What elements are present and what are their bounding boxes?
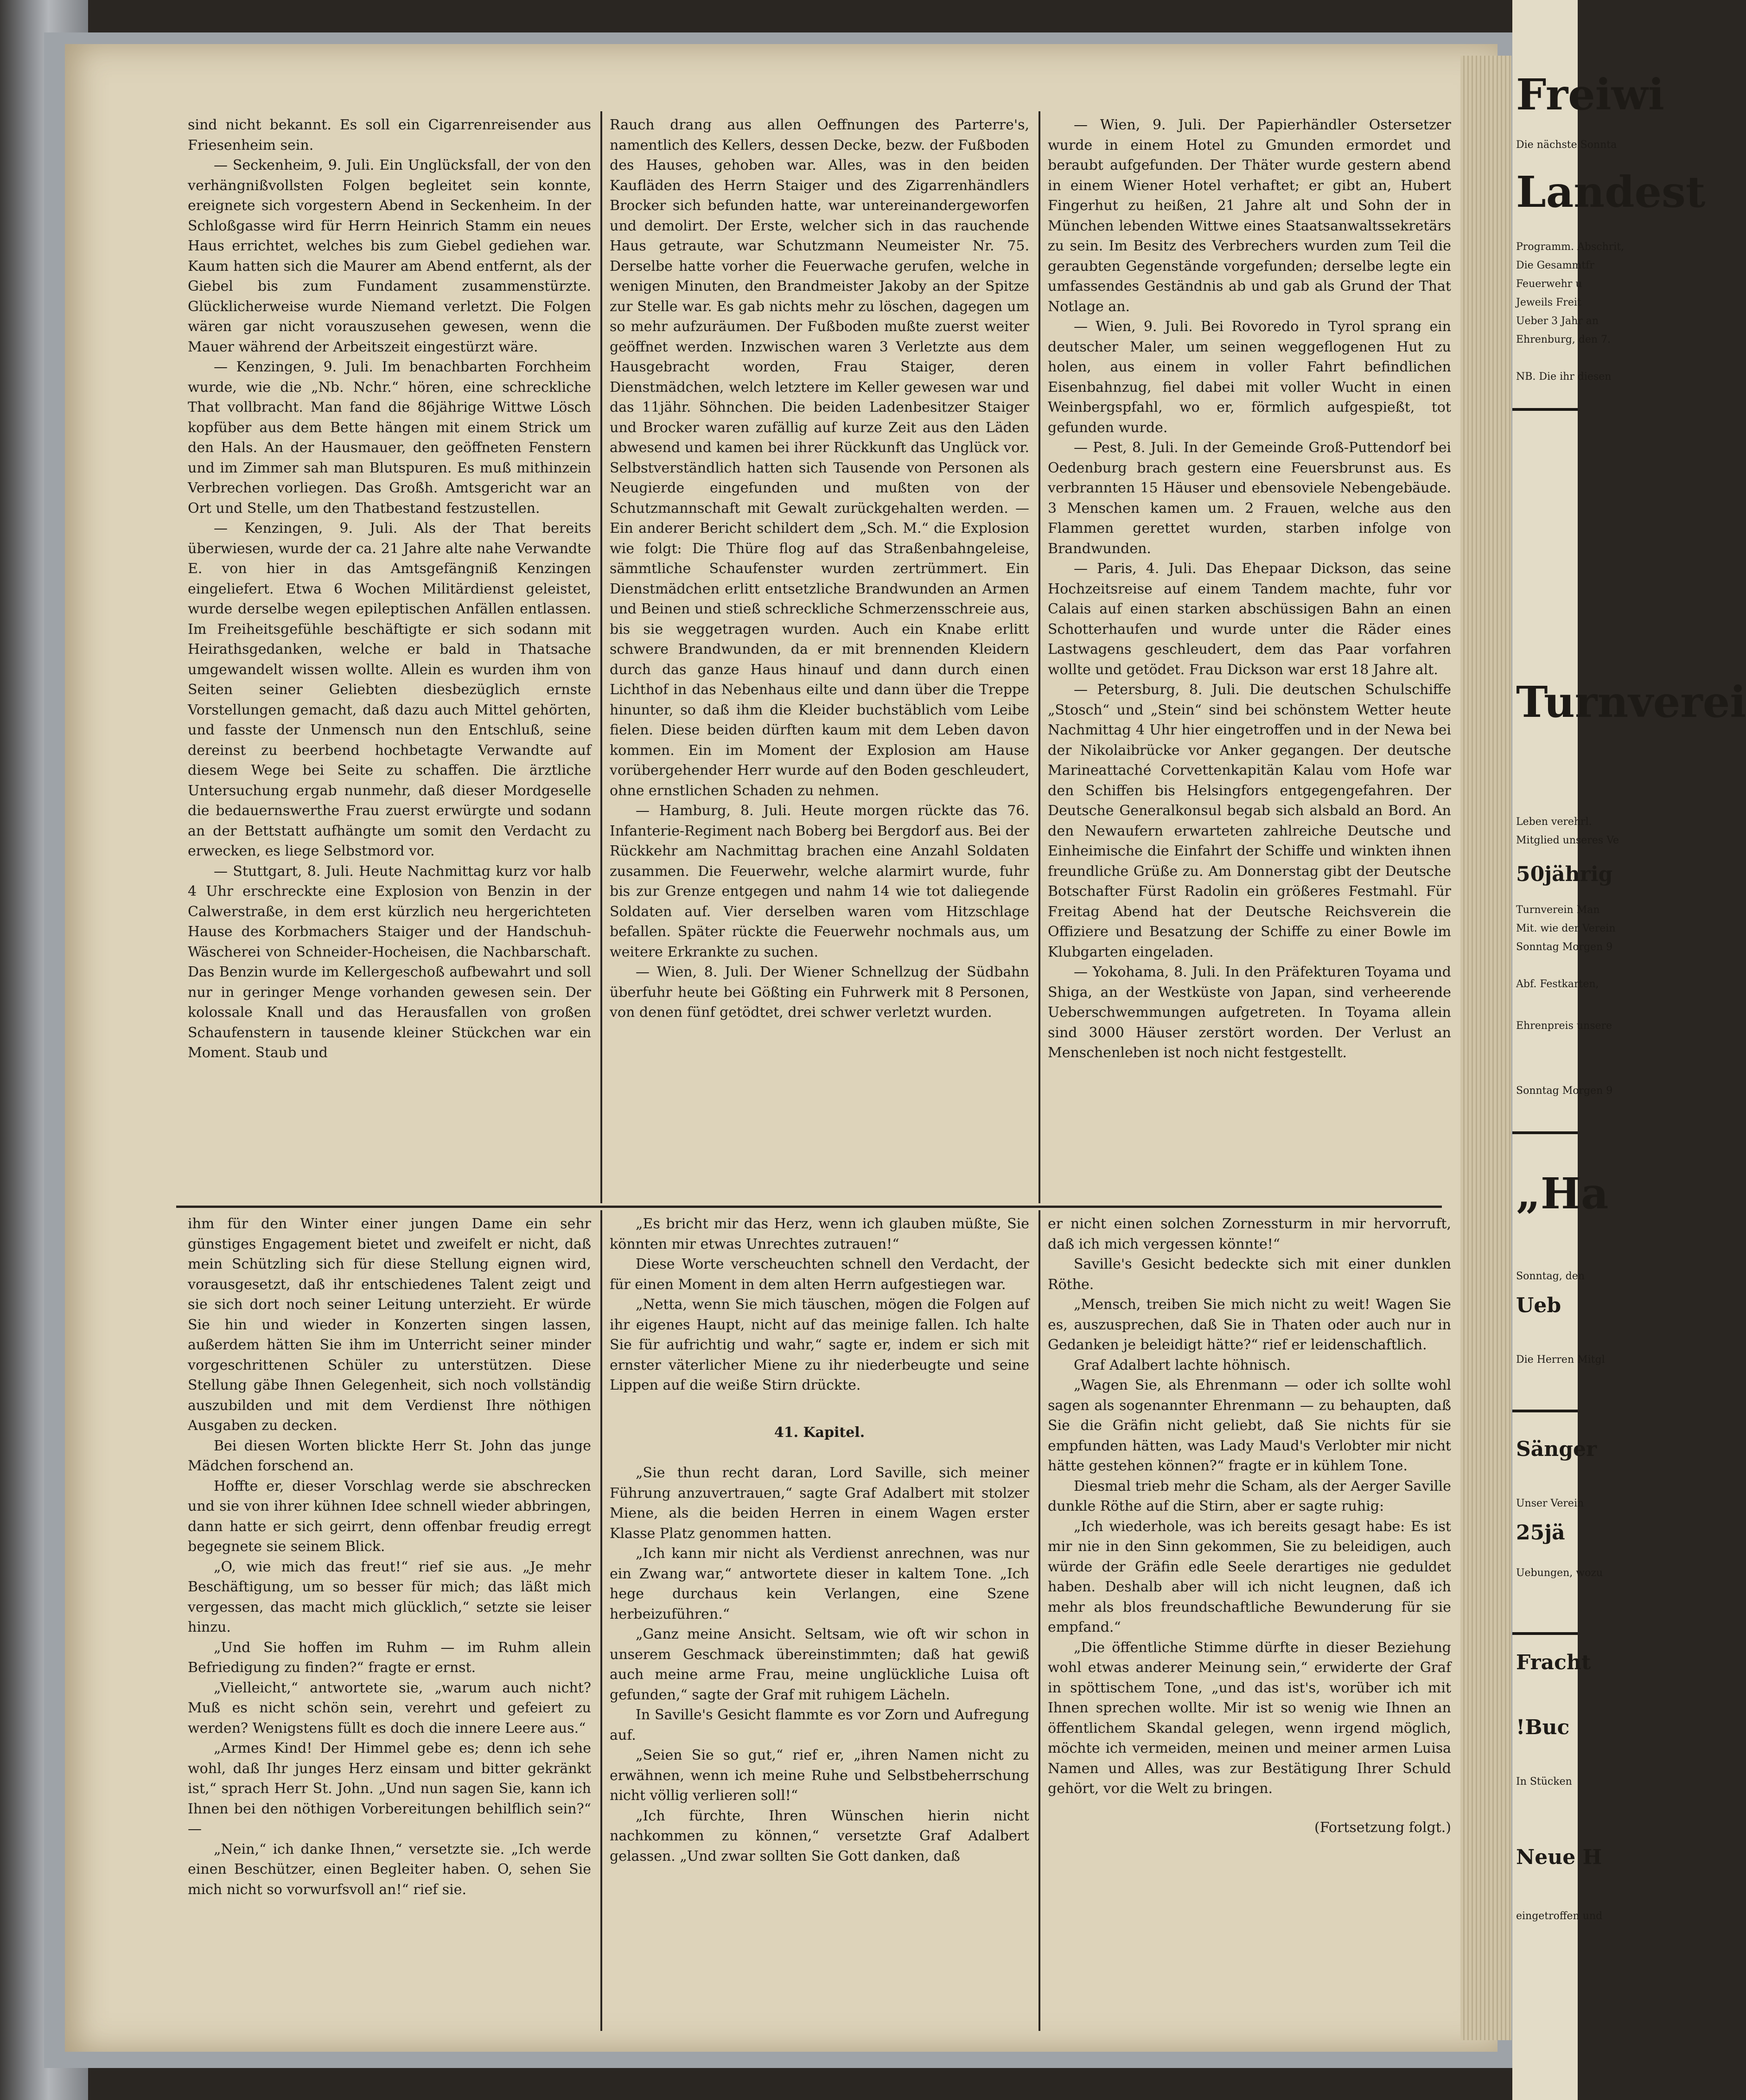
news-paragraph: Rauch drang aus allen Oeffnungen des Parterre's, namentlich des Kellers, dessen Decke, bezw. der Fußboden des Hauses, gehoben war. Alles, was in den beiden Kaufläden des Herrn Staiger und des Zigarrenhändlers Brocker sich befunden hatte, war untereinandergeworfen und demolirt. Der Erste, welcher sich in das rauchende Haus getraute, war Schutzmann Neumeister Nr. 75. Derselbe hatte vorher die Feuerwache gerufen, welche in wenigen Minuten, den Brandmeister Jakoby an der Spitze zur Stelle war. Es gab nichts mehr zu löschen, dagegen um so mehr aufzuräumen. Der Fußboden mußte zuerst weiter geöffnet werden. Inzwischen waren 3 Verletzte aus dem Hausgebracht worden, Frau Staiger, deren Dienstmädchen, welch letztere im Keller gewesen war und das 11jähr. Söhnchen. Die beiden Ladenbesitzer Staiger und Brocker waren zufällig auf kurze Zeit aus den Läden abwesend und kamen bei ihrer Rückkunft das Unglück vor. Selbstverständlich hatten sich Tausende von Personen als Neugierde eingefunden und mußten von der Schutzmannschaft mit Gewalt zurückgehalten werden. — Ein anderer Bericht schildert dem „Sch. M.“ die Explosion wie folgt: Die Thüre flog auf das Straßenbahngeleise, sämmtliche Schaufenster wurden zertrümmert. Ein Dienstmädchen erlitt entsetzliche Brandwunden an Armen und Beinen und stieß schreckliche Schmerzensschreie aus, bis sie weggetragen wurden. Auch ein Knabe erlitt schwere Brandwunden, da er mit brennenden Kleidern durch das ganze Haus hinauf und dann durch einen Lichthof in das Nebenhaus eilte und dann über die Treppe hinunter, so daß ihm die Kleider buchstäblich vom Leibe fielen. Diese beiden dürften kaum mit dem Leben davon kommen. Ein im Moment der Explosion am Hause vorübergehender Herr wurde auf den Boden geschleudert, ohne ernstlichen Schaden zu nehmen. — [610, 117, 1029, 799]
facing-page-text: Ehrenpreis unsere — [1516, 1020, 1612, 1032]
story-paragraph: „Netta, wenn Sie mich täuschen, mögen die Folgen auf ihr eigenes Haupt, nicht auf das meinige fallen. Ich halte Sie für aufrichtig und wahr,“ sagte er, indem er sich mit ernster väterlicher Miene zu ihr niederbeugte und seine Lippen auf die weiße Stirn drückte. — [610, 1296, 1029, 1393]
facing-page-text: Ueber 3 Jahr an — [1516, 315, 1599, 327]
story-column-1 — [188, 1214, 591, 1900]
news-paragraph: — Pest, 8. Juli. In der Gemeinde Groß-Puttendorf bei Oedenburg brach gestern eine Feuersbrunst aus. Es verbrannten 15 Häuser und ebensoviele Nebengebäude. 3 Menschen kamen um. 2 Frauen, welche aus den Flammen gerettet wurden, starben infolge von Brandwunden. — [1048, 440, 1451, 557]
facing-page-text: Turnverei — [1516, 677, 1746, 727]
facing-page-text: Neue H — [1516, 1845, 1602, 1869]
column-rule-3 — [600, 1210, 602, 2031]
facing-page-text: Ueb — [1516, 1294, 1561, 1317]
story-column-3 — [1048, 1214, 1451, 1838]
news-column-1 — [188, 115, 591, 1063]
story-paragraph: er nicht einen solchen Zornessturm in mir hervorruft, daß ich mich vergessen könnte!“ — [1048, 1216, 1451, 1252]
facing-page-text: Programm. Abschrit, — [1516, 241, 1625, 253]
facing-page-text: Sonntag Morgen 9 — [1516, 1085, 1613, 1097]
continuation-note: (Fortsetzung folgt.) — [1314, 1819, 1451, 1836]
page-edges — [1460, 56, 1511, 2040]
news-paragraph: — Wien, 9. Juli. Der Papierhändler Ostersetzer wurde in einem Hotel zu Gmunden ermordet und beraubt aufgefunden. Der Thäter wurde gestern abend in einem Wiener Hotel verhaftet; er gibt an, Hubert Fingerhut zu heißen, 21 Jahre alt und Sohn der in München lebenden Wittwe eines Staatsanwaltssekretärs zu sein. Im Besitz des Verbrechers wurden zum Teil die geraubten Gegenstände vorgefunden; derselbe legte ein umfassendes Geständnis ab und gab als Grund der That Notlage an. — [1048, 117, 1451, 315]
news-paragraph: — Petersburg, 8. Juli. Die deutschen Schulschiffe „Stosch“ und „Stein“ sind bei schönstem Wetter heute Nachmittag 4 Uhr hier eingetroffen und in der Newa bei der Nikolaibrücke vor Anker gegangen. Der deutsche Marineattaché Corvettenkapitän Kalau vom Hofe war den Schiffen bis Helsingfors entgegengefahren. Der Deutsche Generalkonsul begab sich alsbald an Bord. An den Newaufern erwarteten zahlreiche Deutsche und Einheimische die Einfahrt der Schiffe und winkten ihnen freundliche Grüße zu. Am Donnerstag gibt der Deutsche Botschafter Fürst Radolin ein größeres Festmahl. Für Freitag Abend hat der Deutsche Reichsverein die Offiziere und Besatzung der Schiffe zu einer Bowle im Klubgarten eingeladen. — [1048, 682, 1451, 960]
chapter-heading: 41. Kapitel. — [774, 1424, 865, 1441]
facing-page-text: „Ha — [1516, 1168, 1609, 1219]
story-paragraph: Bei diesen Worten blickte Herr St. John das junge Mädchen forschend an. — [188, 1437, 591, 1474]
story-paragraph: „Es bricht mir das Herz, wenn ich glauben müßte, Sie könnten mir etwas Unrechtes zutrauen!“ — [610, 1216, 1029, 1252]
facing-page-text: Freiwi — [1516, 70, 1664, 120]
facing-page-text: eingetroffen und — [1516, 1910, 1603, 1922]
facing-page-rule — [1512, 1632, 1578, 1635]
facing-page-text: Turnverein Man — [1516, 904, 1600, 916]
story-paragraph: „Ganz meine Ansicht. Seltsam, wie oft wir schon in unserem Geschmack übereinstimmten; daß hat gewiß auch meine arme Frau, meine unglückliche Luisa oft gefunden,“ sagte der Graf mit ruhigem Lächeln. — [610, 1626, 1029, 1703]
facing-page-text: NB. Die ihr diesen — [1516, 371, 1612, 383]
story-paragraph: Saville's Gesicht bedeckte sich mit einer dunklen Röthe. — [1048, 1256, 1451, 1293]
facing-page-text: Sänger — [1516, 1437, 1597, 1461]
news-paragraph: — Yokohama, 8. Juli. In den Präfekturen Toyama und Shiga, an der Westküste von Japan, sind verheerende Ueberschwemmungen aufgetreten. In Toyama allein sind 3000 Häuser zerstört worden. Der Verlust an Menschenleben ist noch nicht festgestellt. — [1048, 964, 1451, 1061]
news-paragraph: — Kenzingen, 9. Juli. Als der That bereits überwiesen, wurde der ca. 21 Jahre alte nahe Verwandte E. von hier in das Amtsgefängniß Kenzingen eingeliefert. Etwa 6 Wochen Militärdienst geleistet, wurde derselbe wegen epileptischen Anfällen entlassen. Im Freiheitsgefühle beschäftigte er sich sodann mit Heirathsgedanken, welche er bald in Thatsache umgewandelt wissen wollte. Allein es wurden ihm von Seiten seiner Geliebten diesbezüglich ernste Vorstellungen gemacht, daß dazu auch Mittel gehörten, und fasste der Unmensch nun den Entschluß, seine dereinst zu beerbend hochbetagte Verwandte auf diesem Wege bei Seite zu schaffen. Die ärztliche Untersuchung ergab nunmehr, daß dieser Mordgeselle die bedauernswerthe Frau zuerst erwürgte und sodann an der Bettstatt aufhängte um somit den Verdacht zu erwecken, es liege Selbstmord vor. — [188, 520, 591, 859]
story-paragraph: Graf Adalbert lachte höhnisch. — [1074, 1357, 1291, 1373]
story-paragraph: „Armes Kind! Der Himmel gebe es; denn ich sehe wohl, daß Ihr junges Herz einsam und bitter gekränkt ist,“ sprach Herr St. John. „Und nun sagen Sie, kann ich Ihnen bei den nöthigen Vorbereitungen behilflich sein?“ — — [188, 1740, 591, 1837]
facing-page-text: Die nächste Sonnta — [1516, 139, 1617, 151]
story-paragraph: „Seien Sie so gut,“ rief er, „ihren Namen nicht zu erwähnen, wenn ich meine Ruhe und Selbstbeherrschung nicht völlig verlieren soll!“ — [610, 1747, 1029, 1804]
column-rule-4 — [1039, 1210, 1040, 2031]
column-rule-1 — [600, 111, 602, 1203]
news-paragraph: — Stuttgart, 8. Juli. Heute Nachmittag kurz vor halb 4 Uhr erschreckte eine Explosion von Benzin in der Calwerstraße, in dem erst kürzlich neu hergerichteten Hause des Korbmachers Staiger und der Handschuh-Wäscherei von Schneider-Hocheisen, die Nachbarschaft. Das Benzin wurde im Kellergeschoß aufbewahrt und soll nur in geringer Menge vorhanden gewesen sein. Der kolossale Knall und das Herausfallen von großen Schaufenstern in tausende kleiner Stückchen war ein Moment. Staub und — [188, 863, 591, 1061]
news-paragraph: — Kenzingen, 9. Juli. Im benachbarten Forchheim wurde, wie die „Nb. Nchr.“ hören, eine schreckliche That vollbracht. Man fand die 86jährige Wittwe Lösch kopfüber aus dem Bette hängen mit einem Strick um den Hals. An der Hausmauer, den geöffneten Fenstern und im Zimmer sah man Blutspuren. Es muß mithinzein Verbrechen vorliegen. Das Großh. Amtsgericht war an Ort und Stelle, um den Thatbestand festzustellen. — [188, 359, 591, 517]
facing-page-text: Fracht — [1516, 1651, 1591, 1674]
story-paragraph: „Sie thun recht daran, Lord Saville, sich meiner Führung anzuvertrauen,“ sagte Graf Adalbert mit stolzer Miene, als die beiden Herren in einem Wagen erster Klasse Platz genommen hatten. — [610, 1465, 1029, 1542]
story-paragraph: „Ich fürchte, Ihren Wünschen hierin nicht nachkommen zu können,“ versetzte Graf Adalbert gelassen. „Und zwar sollten Sie Gott danken, daß — [610, 1807, 1029, 1864]
facing-page-text: Abf. Festkarten, — [1516, 978, 1599, 990]
facing-page-rule — [1512, 408, 1578, 411]
section-divider — [176, 1206, 1442, 1208]
news-paragraph: — Seckenheim, 9. Juli. Ein Unglücksfall, der von den verhängnißvollsten Folgen begleitet sein konnte, ereignete sich vorgestern Abend in Seckenheim. In der Schloßgasse wird für Herrn Heinrich Stamm ein neues Haus errichtet, welches bis zum Giebel gediehen war. Kaum hatten sich die Maurer am Abend entfernt, als der Giebel bis zum Fundament zusammenstürzte. Glücklicherweise wurde Niemand verletzt. Die Folgen wären gar nicht vorauszusehen gewesen, wenn die Mauer während der Arbeitszeit eingestürzt wäre. — [188, 157, 591, 355]
facing-page-text: Die Herren Mitgl — [1516, 1354, 1605, 1366]
column-rule-2 — [1039, 111, 1040, 1203]
story-paragraph: „Mensch, treiben Sie mich nicht zu weit! Wagen Sie es, auszusprechen, daß Sie in Thaten oder auch nur in Gedanken je beleidigt hätte?“ rief er leidenschaftlich. — [1048, 1296, 1451, 1353]
news-column-2 — [610, 115, 1029, 1023]
story-paragraph: In Saville's Gesicht flammte es vor Zorn und Aufregung auf. — [610, 1707, 1029, 1743]
facing-page-text: Feuerwehr u — [1516, 278, 1582, 290]
facing-page-text: Mit. wie der Verein — [1516, 923, 1616, 934]
facing-page-fragment — [1512, 0, 1746, 2100]
story-paragraph: „Die öffentliche Stimme dürfte in dieser Beziehung wohl etwas anderer Meinung sein,“ erwiderte der Graf in spöttischem Tone, „und das ist's, worüber ich mit Ihnen sprechen wollte. Mir ist so wenig wie Ihnen an öffentlichem Skandal gelegen, wenn irgend möglich, möchte ich vermeiden, meinen und meiner armen Luisa Namen und Alles, was zur Bestätigung Ihrer Schuld gehört, vor die Welt zu bringen. — [1048, 1639, 1451, 1797]
news-paragraph: sind nicht bekannt. Es soll ein Cigarrenreisender aus Friesenheim sein. — [188, 117, 591, 153]
story-paragraph: „Nein,“ ich danke Ihnen,“ versetzte sie. „Ich werde einen Beschützer, einen Begleiter haben. O, sehen Sie mich nicht so vorwurfsvoll an!“ rief sie. — [188, 1841, 591, 1898]
story-paragraph: „Ich kann mir nicht als Verdienst anrechnen, was nur ein Zwang war,“ antwortete dieser in kaltem Tone. „Ich hege durchaus kein Verlangen, eine Szene herbeizuführen.“ — [610, 1545, 1029, 1622]
facing-page-text: Unser Verein — [1516, 1498, 1584, 1509]
news-paragraph: — Wien, 8. Juli. Der Wiener Schnellzug der Südbahn überfuhr heute bei Gößting ein Fuhrwerk mit 8 Personen, von denen fünf getödtet, drei schwer verletzt wurden. — [610, 964, 1029, 1021]
story-paragraph: „Vielleicht,“ antwortete sie, „warum auch nicht? Muß es nicht schön sein, verehrt und gefeiert zu werden? Wenigstens füllt es doch die innere Leere aus.“ — [188, 1679, 591, 1736]
story-paragraph: ihm für den Winter einer jungen Dame ein sehr günstiges Engagement bietet und zweifelt er nicht, daß mein Schützling sich für diese Stellung eignen wird, vorausgesetzt, daß ihr entschiedenes Talent zeigt und sie sich dort noch seiner Leitung unterzieht. Er würde Sie hin und wieder in Konzerten singen lassen, außerdem hätten Sie ihm im Unterricht seiner minder vorgeschrittenen Schüler zu unterstützen. Diese Stellung gäbe Ihnen Gelegenheit, sich noch vollständig auszubilden und mit dem Verdienst Ihre nöthigen Ausgaben zu decken. — [188, 1216, 591, 1434]
story-paragraph: Diese Worte verscheuchten schnell den Verdacht, der für einen Moment in dem alten Herrn aufgestiegen war. — [610, 1256, 1029, 1293]
facing-page-text: !Buc — [1516, 1716, 1570, 1739]
news-column-3 — [1048, 115, 1451, 1063]
news-paragraph: — Hamburg, 8. Juli. Heute morgen rückte das 76. Infanterie-Regiment nach Boberg bei Bergdorf aus. Bei der Rückkehr am Nachmittag brachen eine Anzahl Soldaten zusammen. Die Feuerwehr, welche alarmirt wurde, fuhr bis zur Grenze entgegen und nahm 14 wie tot daliegende Soldaten auf. Vier derselben waren vom Hitzschlage befallen. Später rückte die Feuerwehr nochmals aus, um weitere Erkrankte zu suchen. — [610, 803, 1029, 960]
facing-page-text: Leben verehrl. — [1516, 816, 1592, 828]
story-paragraph: „Wagen Sie, als Ehrenmann — oder ich sollte wohl sagen als sogenannter Ehrenmann — zu behaupten, daß Sie die Gräfin nicht geliebt, daß Sie nichts für sie empfunden hätten, was Lady Maud's Verlobter mir nicht hätte gestehen können?“ fragte er in kühlem Tone. — [1048, 1377, 1451, 1474]
story-paragraph: „Und Sie hoffen im Ruhm — im Ruhm allein Befriedigung zu finden?“ fragte er ernst. — [188, 1639, 591, 1676]
news-paragraph: — Wien, 9. Juli. Bei Rovoredo in Tyrol sprang ein deutscher Maler, um seinen weggeflogenen Hut zu holen, aus einem in voller Fahrt befindlichen Eisenbahnzug, fiel dabei mit voller Wucht in einen Weinbergspfahl, wo er, förmlich aufgespießt, tot gefunden wurde. — [1048, 319, 1451, 436]
facing-page-rule — [1512, 1131, 1578, 1134]
facing-page-text: Mitglied unseres Ve — [1516, 835, 1619, 846]
facing-page-text: 50jährig — [1516, 862, 1613, 886]
facing-page-text: Sonntag Morgen 9 — [1516, 941, 1613, 953]
story-paragraph: „Ich wiederhole, was ich bereits gesagt habe: Es ist mir nie in den Sinn gekommen, Sie zu beleidigen, auch würde der Gräfin edle Seele derartiges nie geduldet haben. Deshalb aber will ich nicht leugnen, daß ich mehr als blos freundschaftliche Bewunderung für sie empfand.“ — [1048, 1518, 1451, 1635]
facing-page-text: Ehrenburg, den 7. — [1516, 334, 1611, 345]
facing-page-text: Uebungen, wozu — [1516, 1567, 1603, 1579]
facing-page-text: Die Gesammtfr — [1516, 260, 1594, 271]
facing-page-rule — [1512, 1410, 1578, 1412]
story-paragraph: „O, wie mich das freut!“ rief sie aus. „Je mehr Beschäftigung, um so besser für mich; das läßt mich vergessen, das macht mich glücklich,“ setzte sie leiser hinzu. — [188, 1558, 591, 1635]
facing-page-text: In Stücken — [1516, 1776, 1572, 1787]
story-paragraph: Hoffte er, dieser Vorschlag werde sie abschrecken und sie von ihrer kühnen Idee schnell wieder abbringen, dann hatte er sich geirrt, denn offenbar freudig erregt begegnete sie seinem Blick. — [188, 1478, 591, 1555]
story-paragraph: Diesmal trieb mehr die Scham, als der Aerger Saville dunkle Röthe auf die Stirn, aber er sagte ruhig: — [1048, 1478, 1451, 1514]
news-paragraph: — Paris, 4. Juli. Das Ehepaar Dickson, das seine Hochzeitsreise auf einem Tandem machte, fuhr vor Calais auf einen starken abschüssigen Bahn an einen Schotterhaufen und wurde unter die Räder eines Lastwagens geschleudert, dem das Paar vorfahren wollte und getödet. Frau Dickson war erst 18 Jahre alt. — [1048, 561, 1451, 678]
facing-page-text: Sonntag, den — [1516, 1270, 1585, 1282]
facing-page-text: 25jä — [1516, 1521, 1565, 1545]
facing-page-text: Jeweils Freit — [1516, 297, 1581, 308]
facing-page-text: Landest — [1516, 167, 1706, 217]
story-column-2 — [610, 1214, 1029, 1866]
